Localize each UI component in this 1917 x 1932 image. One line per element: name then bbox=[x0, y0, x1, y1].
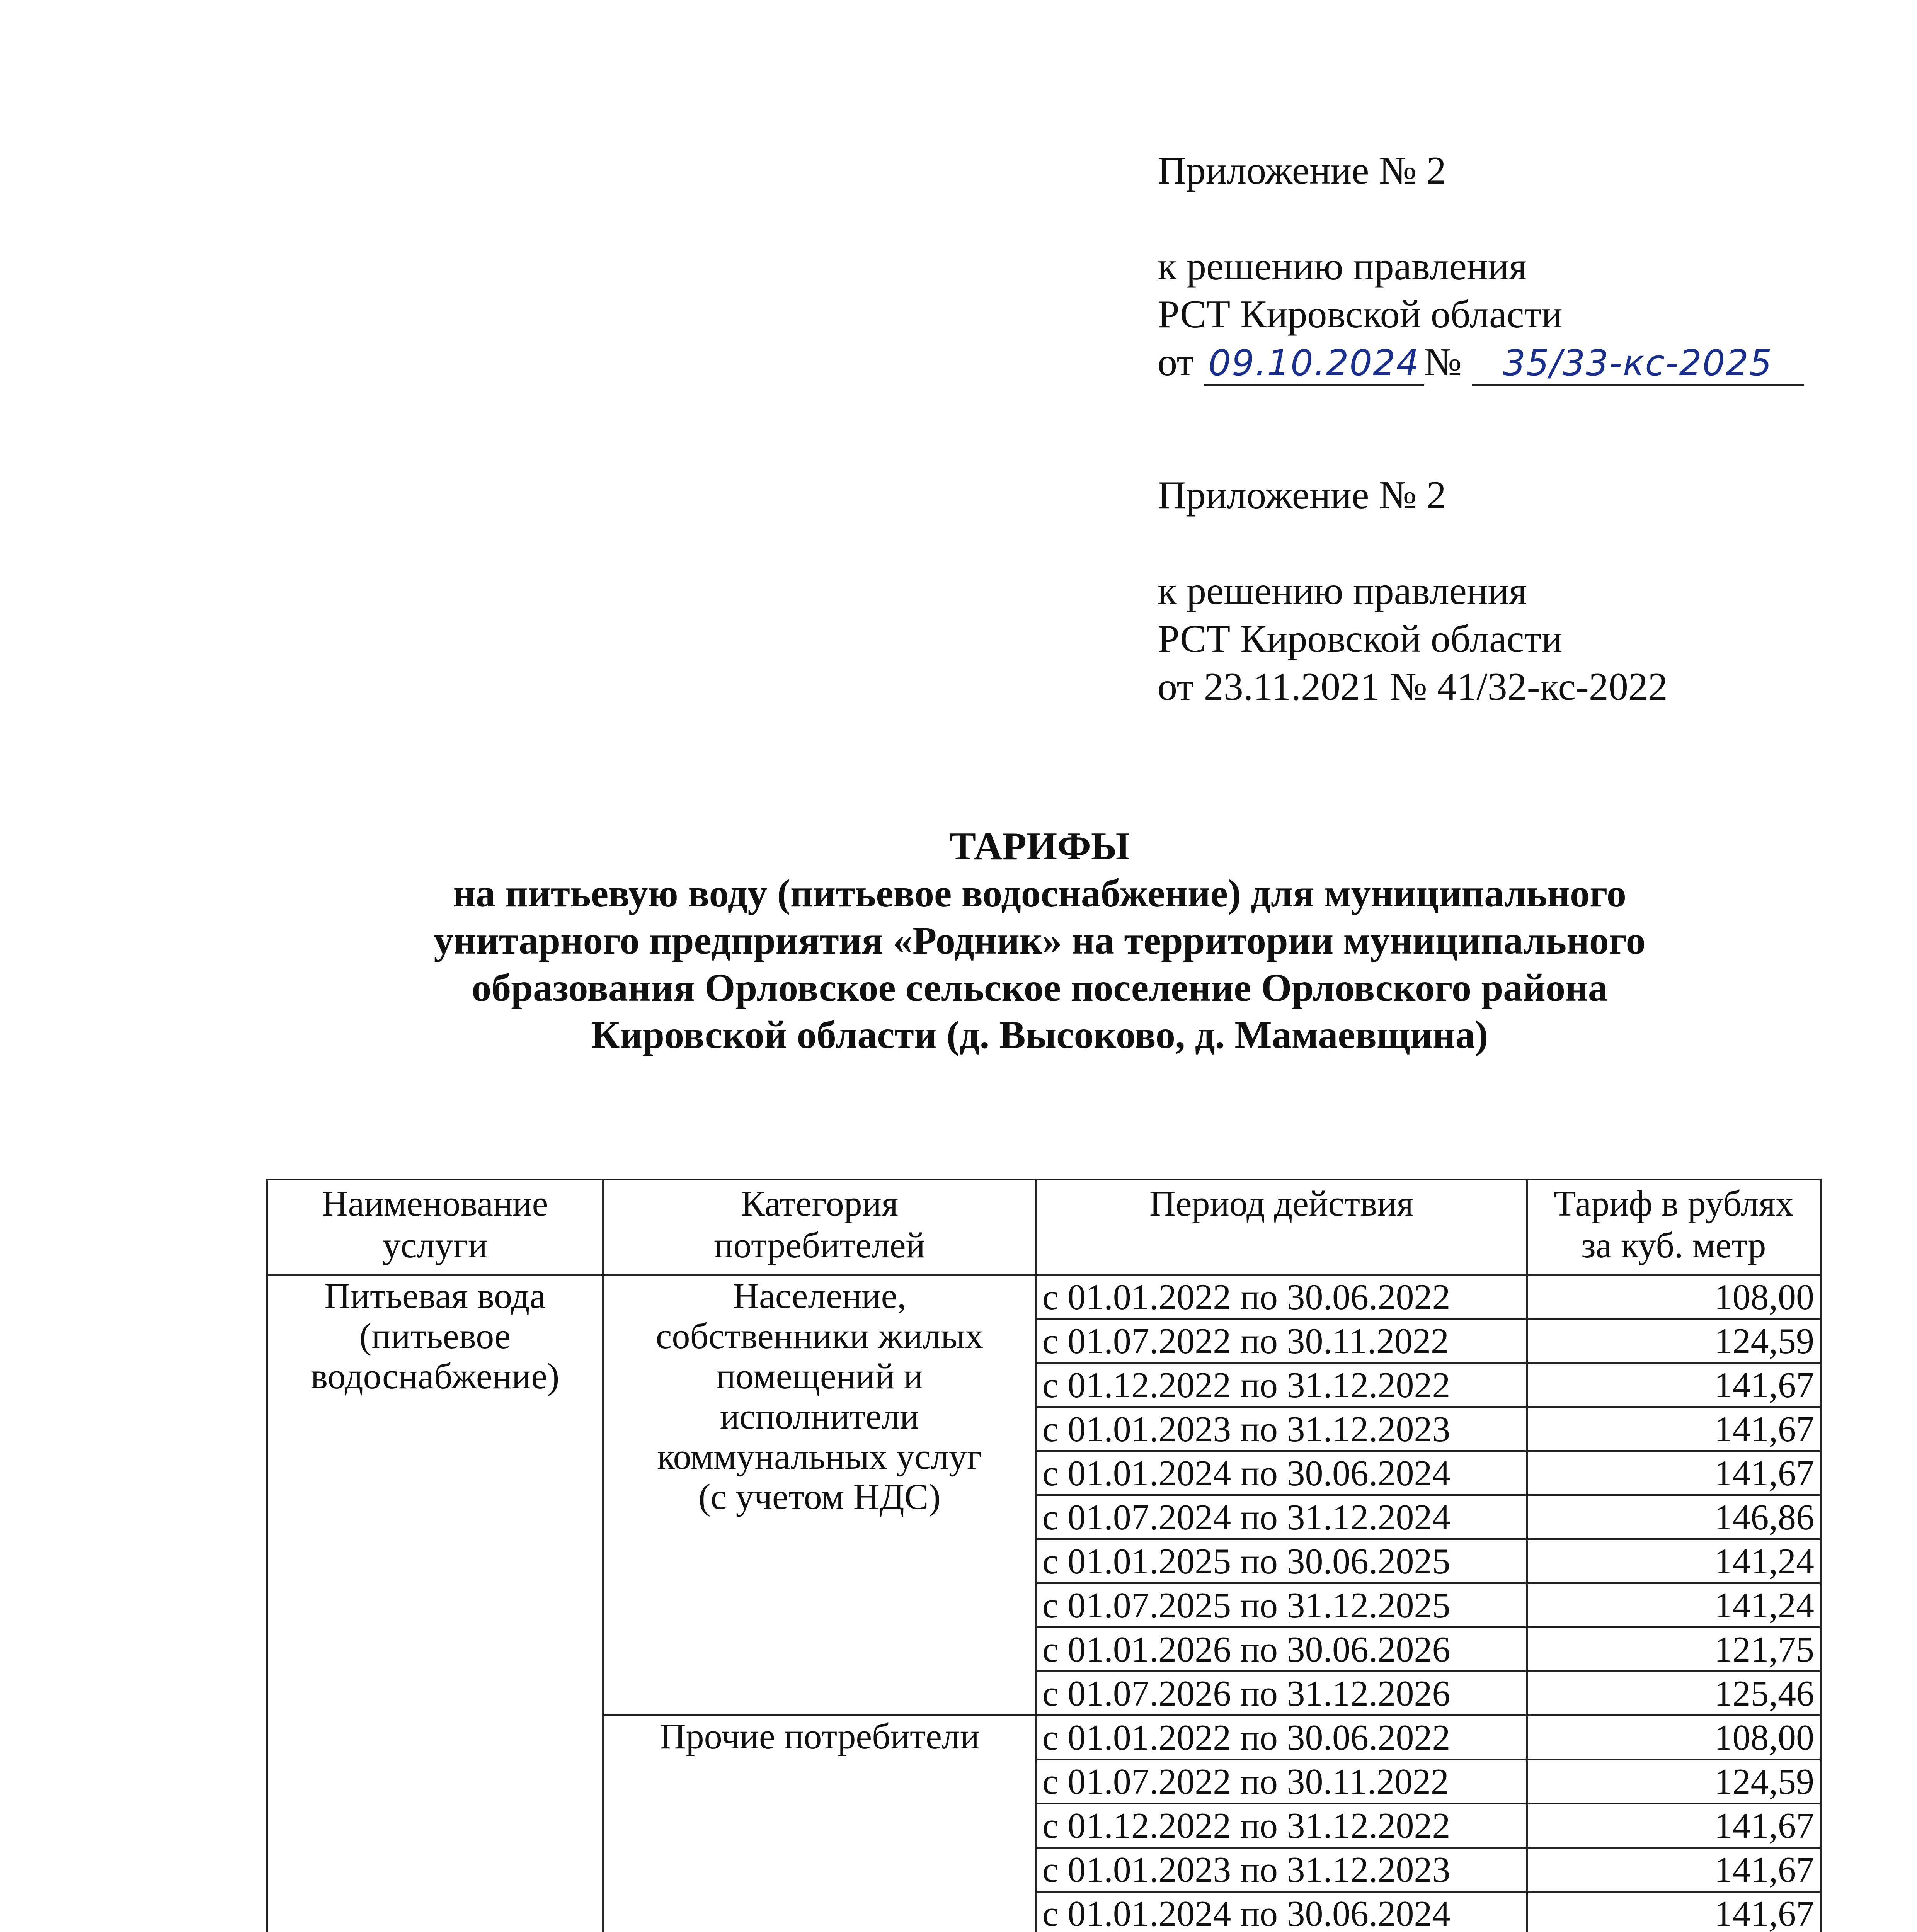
appendix-current bbox=[1158, 147, 1853, 386]
service-cell bbox=[267, 1275, 603, 1932]
period-cell: с 01.01.2024 по 30.06.2024 bbox=[1036, 1892, 1527, 1932]
cell-line: исполнители bbox=[720, 1396, 919, 1437]
header-period: Период действия bbox=[1036, 1180, 1527, 1275]
date-prefix: от bbox=[1158, 340, 1194, 384]
appendix-line: к решению правления bbox=[1158, 245, 1527, 288]
appendix-date-line bbox=[1158, 338, 1853, 386]
period-cell: с 01.07.2024 по 31.12.2024 bbox=[1036, 1495, 1527, 1539]
title-line: на питьевую воду (питьевое водоснабжение) для муниципального bbox=[453, 872, 1626, 915]
rate-cell: 146,86 bbox=[1527, 1495, 1821, 1539]
rate-cell: 124,59 bbox=[1527, 1760, 1821, 1804]
appendix-previous bbox=[1158, 471, 1853, 711]
number-sign: № bbox=[1424, 340, 1462, 384]
table-body bbox=[267, 1275, 1821, 1932]
period-cell: с 01.01.2022 по 30.06.2022 bbox=[1036, 1716, 1527, 1760]
rate-cell: 108,00 bbox=[1527, 1275, 1821, 1319]
rate-cell: 141,67 bbox=[1527, 1451, 1821, 1495]
rate-cell: 141,67 bbox=[1527, 1407, 1821, 1451]
table-row bbox=[267, 1275, 1821, 1319]
period-cell: с 01.07.2022 по 30.11.2022 bbox=[1036, 1760, 1527, 1804]
cell-line: Население, bbox=[733, 1276, 906, 1316]
cell-line: коммунальных услуг bbox=[657, 1437, 982, 1477]
period-cell: с 01.12.2022 по 31.12.2022 bbox=[1036, 1804, 1527, 1848]
header-service: Наименование услуги bbox=[267, 1180, 603, 1275]
tariff-table bbox=[266, 1179, 1822, 1932]
rate-cell: 141,67 bbox=[1527, 1892, 1821, 1932]
table-header-row bbox=[267, 1180, 1821, 1275]
rate-cell: 141,67 bbox=[1527, 1848, 1821, 1892]
period-cell: с 01.01.2024 по 30.06.2024 bbox=[1036, 1451, 1527, 1495]
category-other-cell: Прочие потребители bbox=[603, 1716, 1036, 1932]
period-cell: с 01.07.2026 по 31.12.2026 bbox=[1036, 1672, 1527, 1716]
period-cell: с 01.01.2025 по 30.06.2025 bbox=[1036, 1539, 1527, 1583]
rate-cell: 125,46 bbox=[1527, 1672, 1821, 1716]
document-title bbox=[271, 823, 1809, 1059]
cell-line: помещений и bbox=[716, 1356, 923, 1396]
period-cell: с 01.01.2026 по 30.06.2026 bbox=[1036, 1628, 1527, 1672]
period-cell: с 01.01.2023 по 31.12.2023 bbox=[1036, 1848, 1527, 1892]
appendix-title: Приложение № 2 bbox=[1158, 149, 1446, 192]
cell-line: собственники жилых bbox=[655, 1316, 984, 1356]
header-category: Категория потребителей bbox=[603, 1180, 1036, 1275]
category-population-cell bbox=[603, 1275, 1036, 1716]
period-cell: с 01.07.2025 по 31.12.2025 bbox=[1036, 1583, 1527, 1628]
header-rate: Тариф в рублях за куб. метр bbox=[1527, 1180, 1821, 1275]
appendix-line: РСТ Кировской области bbox=[1158, 293, 1563, 336]
cell-line: Питьевая вода bbox=[324, 1276, 546, 1316]
period-cell: с 01.01.2022 по 30.06.2022 bbox=[1036, 1275, 1527, 1319]
period-cell: с 01.07.2022 по 30.11.2022 bbox=[1036, 1319, 1527, 1363]
period-cell: с 01.12.2022 по 31.12.2022 bbox=[1036, 1363, 1527, 1407]
cell-line: (питьевое bbox=[359, 1316, 511, 1356]
cell-line: (с учетом НДС) bbox=[698, 1477, 941, 1517]
rate-cell: 121,75 bbox=[1527, 1628, 1821, 1672]
appendix-title: Приложение № 2 bbox=[1158, 473, 1446, 517]
appendix-line: РСТ Кировской области bbox=[1158, 617, 1563, 661]
title-line: образования Орловское сельское поселение Орловского района bbox=[472, 966, 1608, 1010]
appendix-line: к решению правления bbox=[1158, 569, 1527, 613]
rate-cell: 108,00 bbox=[1527, 1716, 1821, 1760]
title-heading: ТАРИФЫ bbox=[949, 825, 1130, 868]
rate-cell: 141,67 bbox=[1527, 1804, 1821, 1848]
title-line: Кировской области (д. Высоково, д. Мамаевщина) bbox=[591, 1013, 1488, 1057]
rate-cell: 141,24 bbox=[1527, 1583, 1821, 1628]
appendix-line: от 23.11.2021 № 41/32-кс-2022 bbox=[1158, 665, 1668, 709]
handwritten-date: 09.10.2024 bbox=[1204, 342, 1424, 386]
period-cell: с 01.01.2023 по 31.12.2023 bbox=[1036, 1407, 1527, 1451]
title-line: унитарного предприятия «Родник» на территории муниципального bbox=[434, 919, 1646, 963]
rate-cell: 124,59 bbox=[1527, 1319, 1821, 1363]
cell-line: водоснабжение) bbox=[310, 1356, 560, 1396]
handwritten-number: 35/33-кс-2025 bbox=[1472, 342, 1804, 386]
rate-cell: 141,24 bbox=[1527, 1539, 1821, 1583]
rate-cell: 141,67 bbox=[1527, 1363, 1821, 1407]
